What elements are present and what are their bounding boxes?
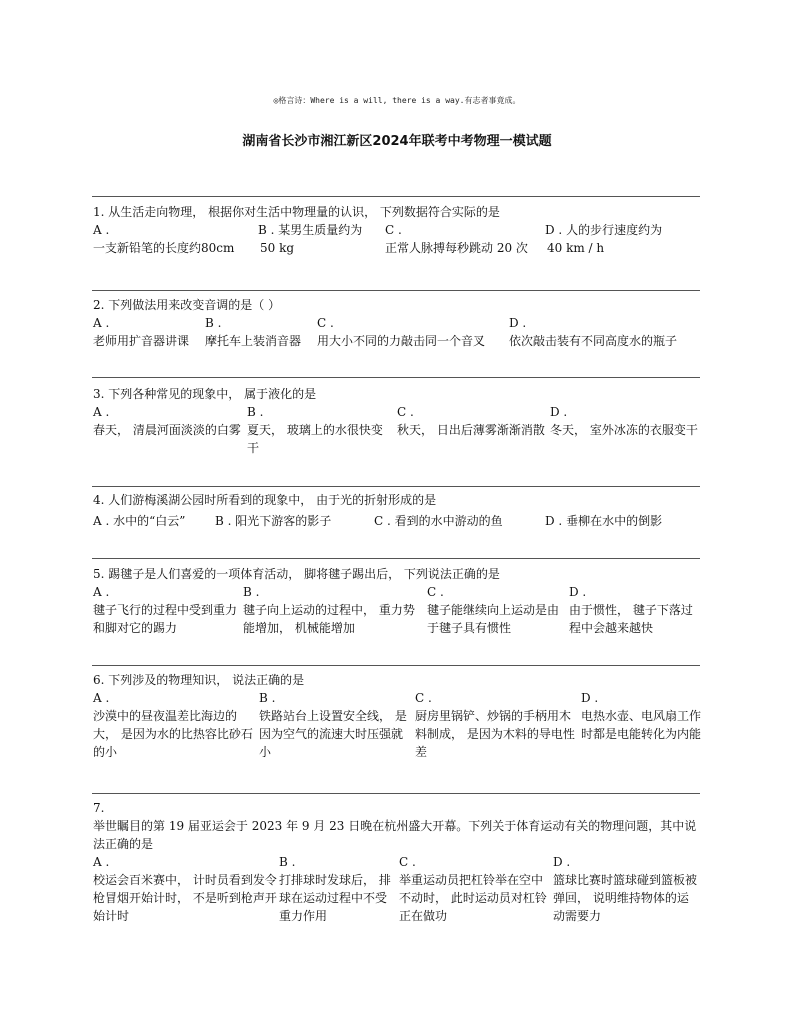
option-a[interactable] xyxy=(93,853,279,925)
option-text: 40 km / h xyxy=(547,241,605,255)
option-letter: A . xyxy=(93,223,110,237)
divider xyxy=(92,793,700,794)
options xyxy=(93,689,705,761)
option-a[interactable] xyxy=(93,403,241,439)
divider xyxy=(92,377,700,378)
option-text: 阳光下游客的影子 xyxy=(235,514,332,528)
options xyxy=(93,314,705,352)
option-letter: A . xyxy=(93,855,110,869)
option-c[interactable] xyxy=(415,689,579,761)
question-1 xyxy=(93,203,705,275)
question-7 xyxy=(93,799,705,925)
option-letter: C . xyxy=(397,405,414,419)
option-text: 老师用扩音器讲课 xyxy=(93,334,190,348)
question-stem: 5. 踢毽子是人们喜爱的一项体育活动， 脚将毽子踢出后， 下列说法正确的是 xyxy=(93,567,500,581)
options xyxy=(93,403,705,457)
option-d[interactable] xyxy=(569,583,699,637)
option-letter: A . xyxy=(93,405,110,419)
option-letter: A . xyxy=(93,585,110,599)
option-text: 看到的水中游动的鱼 xyxy=(394,514,503,528)
option-letter: C . xyxy=(399,855,416,869)
option-letter: C . xyxy=(317,316,334,330)
option-b[interactable] xyxy=(205,314,301,350)
option-letter: D . 人的步行速度约为 xyxy=(545,223,663,237)
question-stem: 6. 下列涉及的物理知识， 说法正确的是 xyxy=(93,673,305,687)
option-d[interactable] xyxy=(581,689,701,743)
option-text: 毽子飞行的过程中受到重力和脚对它的踢力 xyxy=(93,603,238,635)
question-number: 7. xyxy=(93,801,105,815)
option-letter: D . xyxy=(581,691,599,705)
option-letter: A . xyxy=(93,691,110,705)
question-stem: 举世瞩目的第 19 届亚运会于 2023 年 9 月 23 日晚在杭州盛大开幕。下列关于体育运动有关的物理问题，其中说法正确的是 xyxy=(93,819,697,851)
option-letter: B . xyxy=(215,514,232,528)
option-b[interactable] xyxy=(243,583,423,637)
option-text: 用大小不同的力敲击同一个音叉 xyxy=(317,334,486,348)
option-letter: C . xyxy=(385,223,402,237)
option-letter: D . xyxy=(553,855,571,869)
option-text: 沙漠中的昼夜温差比海边的大， 是因为水的比热容比砂石的小 xyxy=(93,709,253,759)
option-c[interactable] xyxy=(427,583,567,637)
option-text: 铁路站台上设置安全线， 是因为空气的流速大时压强就小 xyxy=(259,709,407,759)
option-text: 春天， 清晨河面淡淡的白雾 xyxy=(93,423,241,437)
option-c[interactable] xyxy=(397,403,547,439)
option-a[interactable] xyxy=(93,583,239,637)
option-a[interactable] xyxy=(93,314,189,350)
option-letter: B . xyxy=(243,585,260,599)
question-stem: 2. 下列做法用来改变音调的是（ ） xyxy=(93,298,281,312)
option-a[interactable] xyxy=(93,689,255,761)
option-letter: C . xyxy=(415,691,432,705)
option-d[interactable] xyxy=(545,221,695,257)
divider xyxy=(92,665,700,666)
option-letter: B . xyxy=(279,855,296,869)
question-3 xyxy=(93,385,705,457)
option-b[interactable] xyxy=(247,403,393,457)
option-b[interactable] xyxy=(279,853,397,925)
options xyxy=(93,583,705,637)
option-letter: D . xyxy=(545,514,563,528)
option-d[interactable] xyxy=(509,314,677,350)
divider xyxy=(92,486,700,487)
divider xyxy=(92,196,700,197)
option-d[interactable] xyxy=(545,512,662,530)
question-2 xyxy=(93,296,705,352)
option-text: 50 kg xyxy=(260,241,295,255)
option-letter: A . xyxy=(93,316,110,330)
divider xyxy=(92,290,700,291)
options xyxy=(93,221,705,275)
question-4 xyxy=(93,491,705,530)
option-a[interactable] xyxy=(93,221,258,257)
option-text: 冬天， 室外冰冻的衣服变干 xyxy=(550,423,698,437)
option-text: 篮球比赛时篮球碰到篮板被弹回， 说明维持物体的运动需要力 xyxy=(553,873,698,923)
option-letter: B . xyxy=(205,316,222,330)
question-5 xyxy=(93,565,705,637)
option-text: 厨房里锅铲、炒锅的手柄用木料制成， 是因为木料的导电性差 xyxy=(415,709,575,759)
option-text: 校运会百米赛中， 计时员看到发令枪冒烟开始计时， 不是听到枪声开始计时 xyxy=(93,873,277,923)
option-text: 秋天， 日出后薄雾渐渐消散 xyxy=(397,423,545,437)
option-c[interactable] xyxy=(399,853,551,925)
option-text: 打排球时发球后， 排球在运动过程中不受重力作用 xyxy=(279,873,391,923)
option-letter: B . xyxy=(259,691,276,705)
option-a[interactable] xyxy=(93,512,185,530)
option-text: 水中的“白云” xyxy=(113,514,186,528)
option-letter: C . xyxy=(427,585,444,599)
option-text: 夏天， 玻璃上的水很快变干 xyxy=(247,423,383,455)
option-c[interactable] xyxy=(317,314,485,350)
option-text: 依次敲击装有不同高度水的瓶子 xyxy=(509,334,678,348)
option-letter: B . xyxy=(247,405,264,419)
option-text: 摩托车上装消音器 xyxy=(205,334,302,348)
option-letter: D . xyxy=(569,585,587,599)
option-b[interactable] xyxy=(259,689,409,761)
options xyxy=(93,512,705,530)
option-text: 正常人脉搏每秒跳动 20 次 xyxy=(385,241,528,255)
option-letter: A . xyxy=(93,514,110,528)
option-c[interactable] xyxy=(385,221,545,257)
option-letter: D . xyxy=(550,405,568,419)
option-letter: D . xyxy=(509,316,527,330)
option-text: 电热水壶、电风扇工作时都是电能转化为内能 xyxy=(581,709,702,741)
option-d[interactable] xyxy=(550,403,700,439)
option-b[interactable] xyxy=(258,221,383,257)
question-6 xyxy=(93,671,705,761)
question-stem: 3. 下列各种常见的现象中， 属于液化的是 xyxy=(93,387,317,401)
option-letter: C . xyxy=(374,514,391,528)
option-letter: B . 某男生质量约为 xyxy=(258,223,363,237)
motto-line: ◎格言诗：Where is a will, there is a way.有志者事竟成。 xyxy=(273,96,521,105)
option-text: 举重运动员把杠铃举在空中不动时， 此时运动员对杠铃正在做功 xyxy=(399,873,547,923)
question-stem: 1. 从生活走向物理， 根据你对生活中物理量的认识， 下列数据符合实际的是 xyxy=(93,205,500,219)
option-c[interactable] xyxy=(374,512,503,530)
option-text: 一支新铅笔的长度约80cm xyxy=(93,241,235,255)
divider xyxy=(92,558,700,559)
options xyxy=(93,853,705,925)
option-text: 由于惯性， 毽子下落过程中会越来越快 xyxy=(569,603,693,635)
option-b[interactable] xyxy=(215,512,331,530)
option-d[interactable] xyxy=(553,853,699,925)
option-text: 毽子能继续向上运动是由于毽子具有惯性 xyxy=(427,603,560,635)
page-title: 湖南省长沙市湘江新区2024年联考中考物理一模试题 xyxy=(242,134,552,149)
question-stem: 4. 人们游梅溪湖公园时所看到的现象中， 由于光的折射形成的是 xyxy=(93,493,437,507)
option-text: 毽子向上运动的过程中， 重力势能增加， 机械能增加 xyxy=(243,603,415,635)
option-text: 垂柳在水中的倒影 xyxy=(566,514,663,528)
